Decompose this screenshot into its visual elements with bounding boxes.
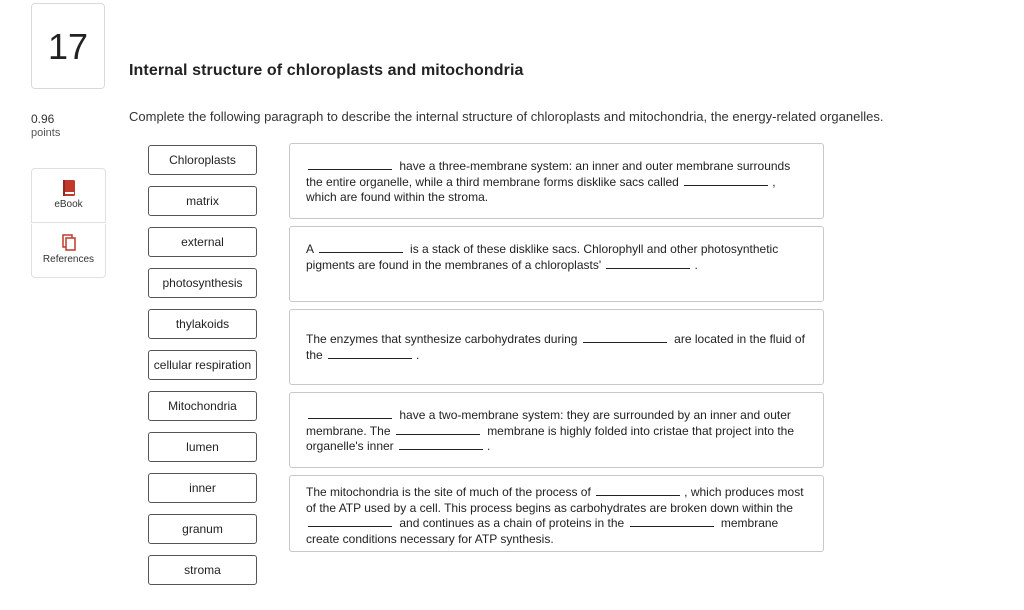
- copy-icon: [62, 234, 76, 252]
- sentence-text: membrane is highly folded into cristae that project into the organelle's inner: [306, 423, 795, 453]
- sentence-text: have a three-membrane system: an inner and outer membrane surrounds the entire organelle, while a third membrane forms disklike sacs called: [306, 159, 791, 189]
- sentence-text: have a two-membrane system: they are surrounded by an inner and outer membrane. The: [306, 408, 791, 438]
- sentence-card-4: [289, 392, 824, 468]
- drop-blank[interactable]: [684, 175, 768, 186]
- drop-blank[interactable]: [606, 258, 690, 269]
- word-chip-matrix[interactable]: matrix: [148, 186, 257, 216]
- sentence-text: .: [487, 439, 491, 453]
- drop-blank[interactable]: [583, 332, 667, 343]
- word-chip-photosynthesis[interactable]: photosynthesis: [148, 268, 257, 298]
- instruction-text: Complete the following paragraph to describe the internal structure of chloroplasts and mitochondria, the energy-related organelles.: [129, 109, 884, 124]
- sentence-card-1: [289, 143, 824, 219]
- sentence-text: , which are found within the stroma.: [306, 174, 776, 204]
- sentence-text: and continues as a chain of proteins in the: [399, 516, 625, 530]
- references-button[interactable]: [31, 224, 106, 278]
- ebook-button[interactable]: [31, 168, 106, 223]
- drop-blank[interactable]: [328, 348, 412, 359]
- sentence-card-5: [289, 475, 824, 552]
- page-title: Internal structure of chloroplasts and mitochondria: [129, 62, 524, 79]
- sentence-card-2: [289, 226, 824, 302]
- references-label: References: [42, 254, 95, 265]
- sentence-text: .: [416, 347, 420, 362]
- sentence-text: is a stack of these disklike sacs. Chlorophyll and other photosynthetic pigments are found in the membranes of a chloroplasts': [306, 242, 779, 272]
- question-number: 17: [31, 3, 105, 89]
- points-label: points: [31, 127, 61, 139]
- word-chip-stroma[interactable]: stroma: [148, 555, 257, 585]
- drop-blank[interactable]: [308, 408, 392, 419]
- drop-blank[interactable]: [319, 242, 403, 253]
- word-chip-mitochondria[interactable]: Mitochondria: [148, 391, 257, 421]
- word-chip-cellular-respiration[interactable]: cellular respiration: [148, 350, 257, 380]
- sentence-text: The enzymes that synthesize carbohydrates during: [306, 332, 578, 346]
- drop-blank[interactable]: [308, 159, 392, 170]
- word-chip-external[interactable]: external: [148, 227, 257, 257]
- sentence-text: membrane create conditions necessary for ATP synthesis.: [306, 516, 779, 546]
- points-value: 0.96: [31, 112, 55, 126]
- drop-blank[interactable]: [396, 424, 480, 435]
- drop-blank[interactable]: [630, 516, 714, 527]
- sentence-card-3: [289, 309, 824, 385]
- sentence-text: are located in the fluid of the: [306, 332, 805, 362]
- ebook-label: eBook: [54, 199, 83, 210]
- drop-blank[interactable]: [399, 439, 483, 450]
- word-chip-granum[interactable]: granum: [148, 514, 257, 544]
- drop-blank[interactable]: [596, 485, 680, 496]
- sentence-text: , which produces most of the ATP used by a cell. This process begins as carbohydrates are broken down within the: [306, 485, 804, 515]
- sentence-text: A: [306, 242, 314, 256]
- word-chip-thylakoids[interactable]: thylakoids: [148, 309, 257, 339]
- book-icon: [62, 179, 76, 197]
- sentence-text: The mitochondria is the site of much of the process of: [306, 485, 591, 499]
- word-chip-lumen[interactable]: lumen: [148, 432, 257, 462]
- sentence-text: .: [694, 257, 698, 272]
- word-chip-chloroplasts[interactable]: Chloroplasts: [148, 145, 257, 175]
- word-chip-inner[interactable]: inner: [148, 473, 257, 503]
- drop-blank[interactable]: [308, 516, 392, 527]
